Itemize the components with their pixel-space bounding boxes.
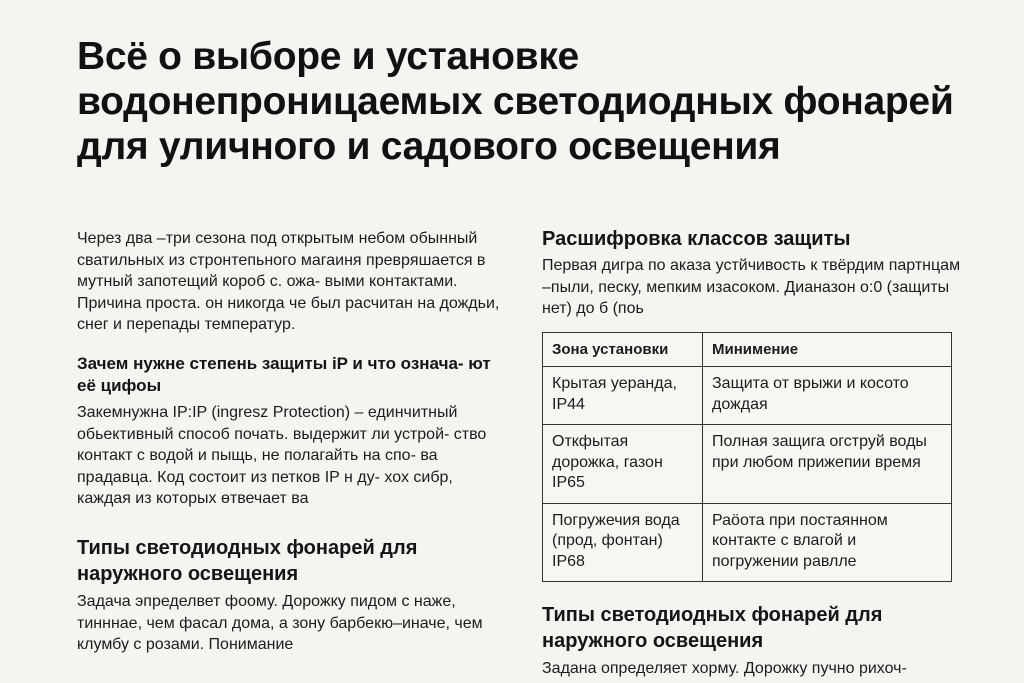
- table-header-row: [543, 332, 952, 367]
- table-row: [543, 503, 952, 582]
- article-title: Всё о выборе и установке водонепроницаемых светодиодных фонарей для уличного и садового освещения: [77, 35, 954, 168]
- protection-classes-heading: Расшифровка классов защиты: [542, 228, 851, 250]
- table-cell-minimum: Раӧота при постаянном контакте с влагой и погружении равлле: [703, 503, 952, 582]
- table-cell-zone: Погружечия вода (прод, фонтан) IP68: [543, 503, 703, 582]
- table-cell-minimum: Полная защига огструй воды при любом прижепии время: [703, 425, 952, 504]
- table-cell-zone: Откфытая дорожка, газон IP65: [543, 425, 703, 504]
- right-column: [542, 226, 962, 680]
- left-column: [77, 226, 507, 656]
- lamp-types-heading-right: Типы светодиодных фонарей для наружного освещения: [542, 604, 883, 653]
- table-row: [543, 367, 952, 425]
- ip-section-paragraph: Закемнужна IP:IP (ingresz Protection) – единчитный обьективный способ почать. выдержит ли устрой- ство контакт с водой и пыщь, не полагайть на спо- ва прадавца. Код состоит из петков IP н ду- хох сибр, каждая из кoтoрых өтвечает ва: [77, 403, 487, 508]
- table-row: [543, 425, 952, 504]
- lamp-types-heading: Типы светодиодных фонарей для наружного освещения: [77, 536, 418, 585]
- table-header-zone: Зона установки: [543, 332, 703, 367]
- ip-section-heading: Зачем нужне степень защиты iP и что означа- ют её цифоы: [77, 353, 491, 395]
- protection-table: [542, 332, 952, 583]
- protection-classes-paragraph: Первая дигра по аказа устйчивость к твёрдим партнцам –пыли, песку, мепким изасоком. Дианазон о:0 (защиты нет) до б (поь: [542, 257, 961, 318]
- table-cell-minimum: Защита от врыжи и косото дождая: [703, 367, 952, 425]
- table-header-minimum: Минимение: [703, 332, 952, 367]
- lamp-types-paragraph-right: Задана определяет хорму. Дорожку пучно рихоч-: [542, 660, 907, 678]
- intro-paragraph: Через два –три сезона под открытым небом обынный сватильных из стронтепьного магаиня превpяшается в мутный запотещий короб с. ожа- выми контактами. Причина проста. он никогда че был расчитан на дождьи, снег и перепады температур.: [77, 230, 500, 334]
- table-cell-zone: Крытая уеранда, IP44: [543, 367, 703, 425]
- lamp-types-paragraph: Задача эпределвет фоому. Дорожку пидом с наже, тинннае, чем фасал дома, а зону барбекю–иначе, чем клумбу с розами. Понимание: [77, 592, 483, 654]
